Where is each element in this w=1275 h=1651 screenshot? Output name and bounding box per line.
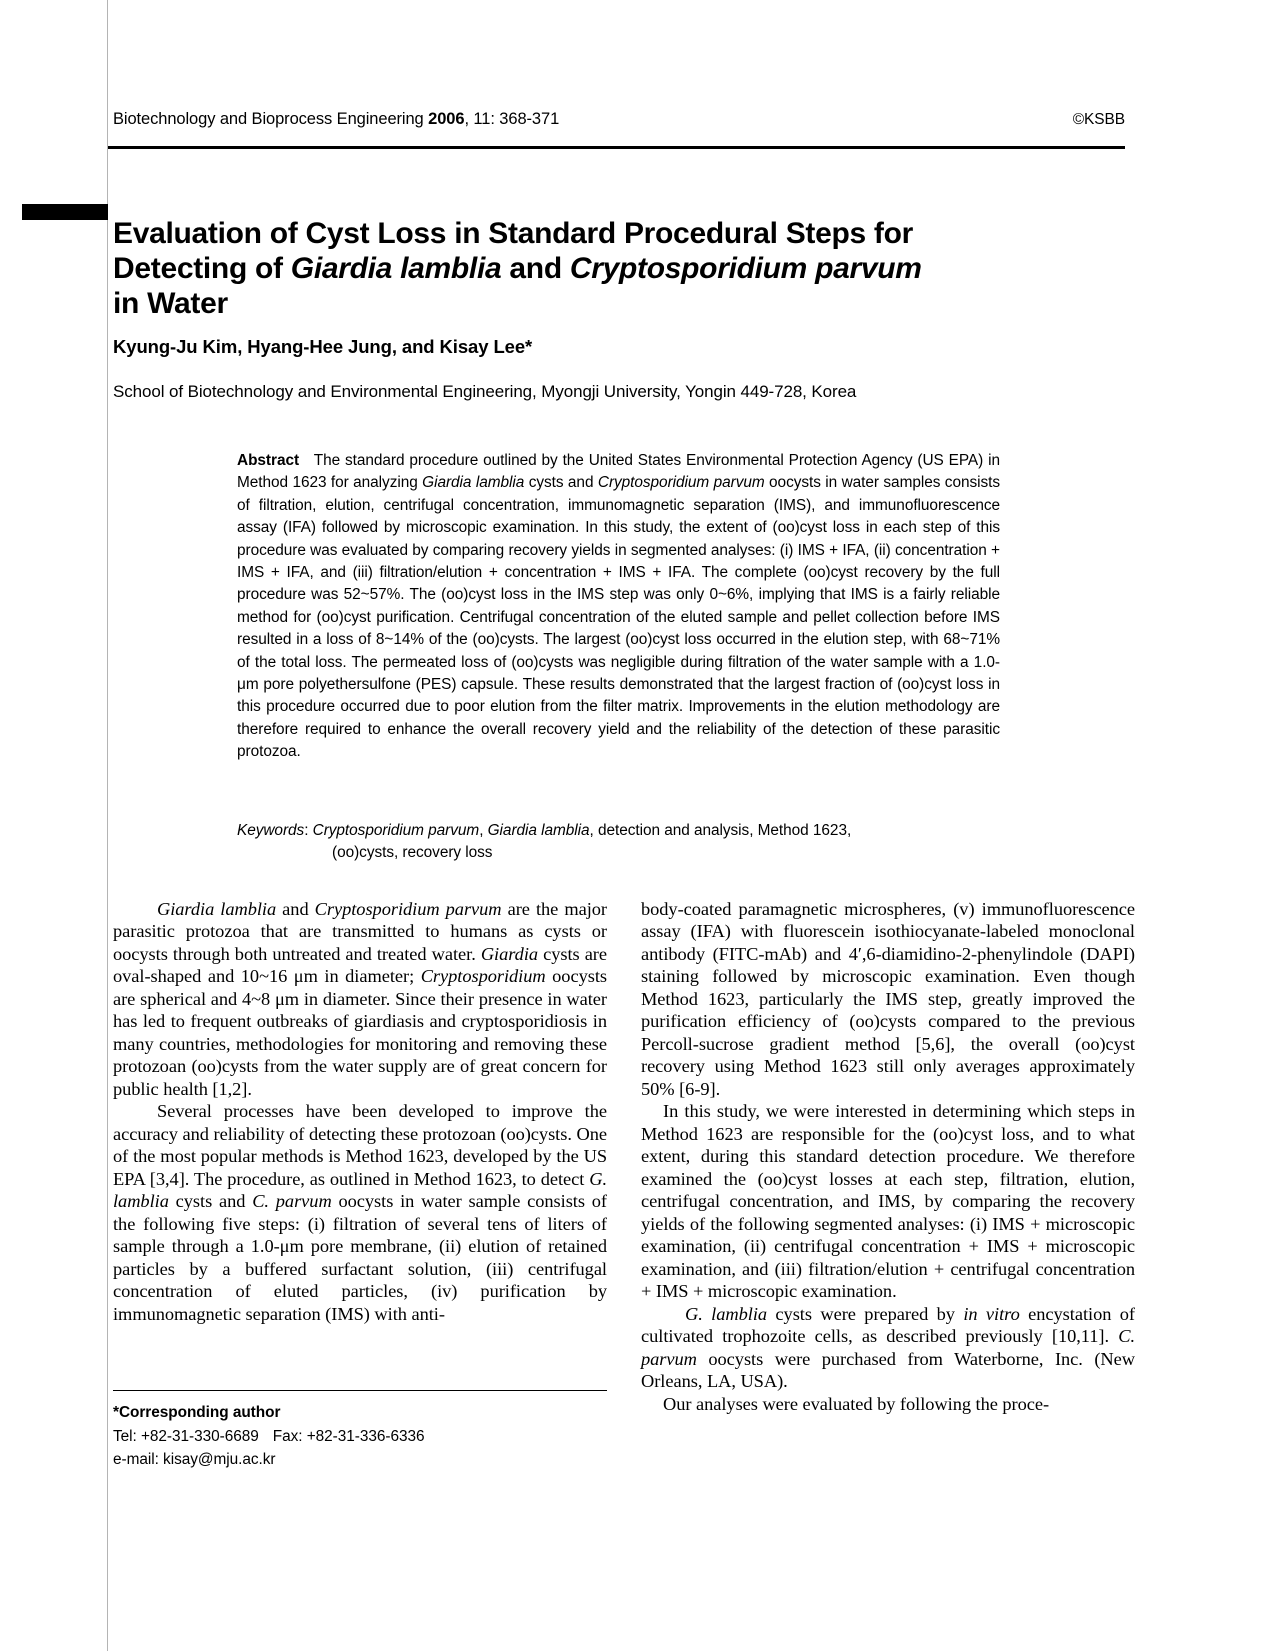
para1-text-b: are the major parasitic protozoa that are transmitted to humans as cysts or oocysts through both untreated and treated water. (113, 899, 607, 964)
keywords-rest: , detection and analysis, Method 1623, (589, 822, 852, 839)
title-marker-bar (22, 204, 108, 220)
keyword-species-cryptosporidium: Cryptosporidium parvum (312, 822, 480, 839)
title-line-1: Evaluation of Cyst Loss in Standard Procedural Steps for (113, 217, 914, 251)
keywords-label: Keywords (237, 822, 305, 839)
paragraph-intro-1 (113, 898, 607, 1100)
inline-species-c-parvum: C. parvum (252, 1191, 332, 1212)
footnote-divider-rule (113, 1390, 607, 1391)
para2-text-a: Several processes have been developed to improve the accuracy and reliability of detecting these protozoan (oo)cysts. One of the most popular methods is Method 1623, developed by the US EPA [3,4]. The procedure, as outlined in Method 1623, to detect (113, 1101, 607, 1189)
inline-species-c-parvum-2: C. parvum (641, 1326, 1135, 1369)
journal-header (113, 110, 1125, 129)
para3-text-c: oocysts were purchased from Waterborne, Inc. (New Orleans, LA, USA). (641, 1348, 1135, 1392)
abstract-species-cryptosporidium: Cryptosporidium parvum (597, 474, 765, 492)
inline-species-crypto-parvum: Cryptosporidium parvum (314, 899, 502, 919)
inline-genus-giardia: Giardia (480, 943, 539, 964)
keyword-species-giardia: Giardia lamblia (487, 822, 590, 839)
email-address[interactable]: e-mail: kisay@mju.ac.kr (113, 1450, 276, 1468)
body-column-right (641, 898, 1135, 1415)
abstract-text-part-2: cysts and (524, 474, 598, 492)
para1-text-c: cysts are oval-shaped and 10~16 μm in diameter; (113, 943, 607, 987)
keywords-line-2: (oo)cysts, recovery loss (332, 844, 493, 862)
journal-title-prefix: Biotechnology and Bioprocess Engineering (113, 110, 429, 128)
title-line-3: in Water (113, 287, 228, 321)
abstract-species-giardia: Giardia lamblia (422, 474, 525, 492)
body-column-left (113, 898, 607, 1325)
inline-term-in-vitro: in vitro (963, 1303, 1020, 1324)
copyright-notice: ©KSBB (1072, 111, 1125, 128)
journal-volume-pages: , 11: 368-371 (464, 110, 560, 128)
para2-text-b: cysts and (168, 1191, 253, 1212)
paragraph-study-aim: In this study, we were interested in determining which steps in Method 1623 are responsible for the (oo)cyst loss, and to what extent, during this standard detection procedure. We therefore examined the (oo)cyst losses at each step, filtration, elution, centrifugal concentration, and IMS, by comparing the recovery yields of the following segmented analyses: (i) IMS + microscopic examination, (ii) centrifugal concentration + IMS + microscopic examination, and (iii) filtration/elution + centrifugal concentration + IMS + microscopic examination. (641, 1101, 1135, 1302)
journal-year: 2006 (428, 110, 465, 128)
author-list: Kyung-Ju Kim, Hyang-Hee Jung, and Kisay Lee* (113, 336, 533, 357)
keywords-block (237, 820, 1000, 865)
abstract-text-part-1: The standard procedure outlined by the United States Environmental Protection Agency (US EPA) in Method 1623 for analyzing (237, 452, 1000, 492)
keywords-separator: : (304, 822, 313, 839)
paragraph-method-continued: body-coated paramagnetic microspheres, (v) immunofluorescence assay (IFA) with fluorescein isothiocyanate-labeled monoclonal antibody (FITC-mAb) and 4′,6-diamidino-2-phenylindole (DAPI) staining followed by microscopic examination. Even though Method 1623, particularly the IMS step, greatly improved the purification efficiency of (oo)cysts compared to the previous Percoll-sucrose gradient method [5,6], the overall (oo)cyst recovery using Method 1623 still only averages approximately 50% [6-9]. (641, 899, 1135, 1099)
page-title (113, 216, 1125, 321)
para1-text-d: oocysts are spherical and 4~8 μm in diameter. Since their presence in water has led to frequent outbreaks of giardiasis and cryptosporidiosis in many countries, methodologies for monitoring and removing these protozoan (oo)cysts from the water supply are of great concern for public health [1,2]. (113, 966, 607, 1099)
para1-text-a: and (276, 899, 315, 919)
header-divider-rule (108, 146, 1125, 149)
left-margin-rule (107, 0, 108, 1651)
inline-species-g-lamblia: G. lamblia (113, 1168, 607, 1212)
abstract-block (237, 450, 1000, 764)
abstract-label: Abstract (237, 452, 300, 469)
journal-citation (113, 110, 559, 129)
telephone-number: Tel: +82-31-330-6689 (113, 1427, 259, 1445)
para2-text-c: oocysts in water sample consists of the following five steps: (i) filtration of several tens of liters of sample through a 1.0-μm pore membrane, (ii) elution of retained particles by a buffered surfactant solution, (iii) centrifugal concentration of eluted particles, (iv) purification by immunomagnetic separation (IMS) with anti- (113, 1191, 608, 1324)
corresponding-author-label: *Corresponding author (113, 1404, 281, 1422)
affiliation-line: School of Biotechnology and Environmental Engineering, Myongji University, Yongin 449-728, Korea (113, 382, 857, 401)
contact-phone-fax (113, 1425, 607, 1448)
paragraph-intro-2 (113, 1100, 607, 1325)
title-species-cryptosporidium: Cryptosporidium parvum (569, 252, 922, 286)
inline-species-giardia-lamblia: Giardia lamblia (157, 899, 277, 919)
para3-text-b: encystation of cultivated trophozoite cells, as described previously [10,11]. (641, 1303, 1135, 1347)
inline-species-g-lamblia-2: G. lamblia (685, 1303, 768, 1324)
title-line-2-prefix: Detecting of (113, 252, 291, 286)
abstract-text-part-3: oocysts in water samples consists of filtration, elution, centrifugal concentration, immunomagnetic separation (IMS), and immunofluorescence assay (IFA) followed by microscopic examination. In this study, the extent of (oo)cyst loss in each step of this procedure was evaluated by comparing recovery yields in segmented analyses: (i) IMS + IFA, (ii) concentration + IMS + IFA, and (iii) filtration/elution + concentration + IMS + IFA. The complete (oo)cyst recovery by the full procedure was 52~57%. The (oo)cyst loss in the IMS step was only 0~6%, implying that IMS is a fairly reliable method for (oo)cyst purification. Centrifugal concentration of the eluted sample and pellet collection before IMS resulted in a loss of 8~14% of the (oo)cysts. The largest (oo)cyst loss occurred in the elution step, with 68~71% of the total loss. The permeated loss of (oo)cysts was negligible during filtration of the water sample with a 1.0-μm pore polyethersulfone (PES) capsule. These results demonstrated that the largest fraction of (oo)cyst loss in this procedure occurred due to poor elution from the filter matrix. Improvements in the elution methodology are therefore required to enhance the overall recovery yield and the reliability of the detection of these parasitic protozoa. (237, 474, 1000, 761)
inline-genus-cryptosporidium: Cryptosporidium (420, 966, 546, 987)
paragraph-materials (641, 1303, 1135, 1393)
title-line-2-mid: and (501, 252, 570, 286)
fax-number: Fax: +82-31-336-6336 (272, 1427, 425, 1445)
corresponding-author-footnote (113, 1390, 607, 1471)
paragraph-analyses: Our analyses were evaluated by following the proce- (663, 1393, 1050, 1414)
para3-text-a: cysts were prepared by (767, 1303, 964, 1324)
title-species-giardia: Giardia lamblia (290, 252, 502, 286)
keywords-mid: , (479, 822, 488, 839)
